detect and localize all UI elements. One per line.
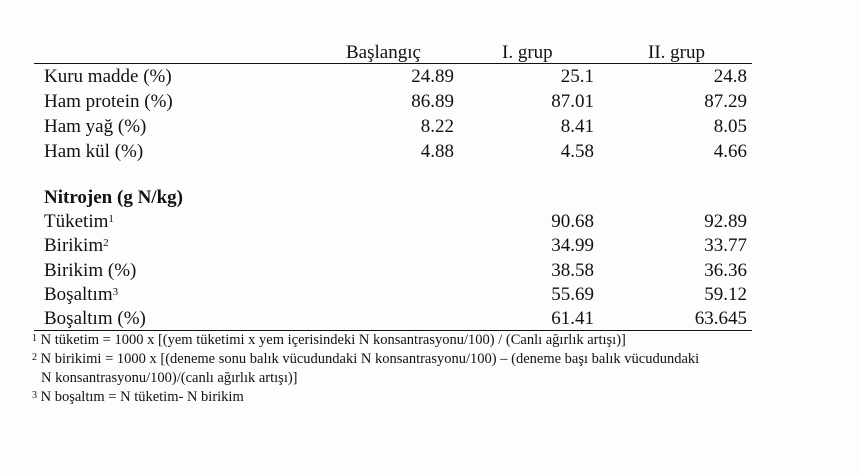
table-top-rule	[34, 63, 752, 64]
column-header-grup-1: I. grup	[502, 42, 553, 63]
cell-value: 34.99	[551, 235, 594, 256]
cell-value: 25.1	[560, 66, 594, 87]
footnote-2-continuation: N konsantrasyonu/100)/(canlı ağırlık artışı)]	[41, 370, 298, 386]
cell-value: 38.58	[551, 260, 594, 281]
row-label: Kuru madde (%)	[44, 66, 172, 87]
cell-value: 55.69	[551, 284, 594, 305]
cell-value: 86.89	[411, 91, 454, 112]
cell-value: 8.05	[713, 116, 747, 137]
footnote-ref: 1	[108, 213, 114, 225]
row-label: Birikim (%)	[44, 260, 137, 281]
cell-value: 4.58	[560, 141, 594, 162]
row-label: Boşaltım$^3$	[44, 284, 119, 305]
cell-value: 63.645	[694, 308, 747, 329]
table-bottom-rule	[34, 330, 752, 331]
column-header-grup-2: II. grup	[648, 42, 705, 63]
cell-value: 24.89	[411, 66, 454, 87]
cell-value: 24.8	[713, 66, 747, 87]
section-title-nitrojen: Nitrojen (g N/kg)	[44, 187, 183, 208]
row-label: Ham protein (%)	[44, 91, 173, 112]
footnote-2: $^2$ N birikimi = 1000 x [(deneme sonu balık vücudundaki N konsantrasyonu/100) – (deneme başı balık vücudundaki	[32, 351, 700, 367]
row-label: Tüketim$^1$	[44, 211, 114, 232]
cell-value: 33.77	[704, 235, 747, 256]
cell-value: 36.36	[704, 260, 747, 281]
row-label: Ham yağ (%)	[44, 116, 147, 137]
row-label: Boşaltım (%)	[44, 308, 146, 329]
cell-value: 8.41	[560, 116, 594, 137]
footnote-ref: 3	[112, 286, 119, 298]
cell-value: 90.68	[551, 211, 594, 232]
footnote-3: $^3$ N boşaltım = N tüketim- N birikim	[32, 389, 244, 405]
cell-value: 4.88	[420, 141, 454, 162]
footnote-ref: 2	[103, 237, 109, 249]
cell-value: 87.01	[551, 91, 594, 112]
cell-value: 92.89	[704, 211, 747, 232]
row-label: Ham kül (%)	[44, 141, 144, 162]
footnote-1: $^1$ N tüketim = 1000 x [(yem tüketimi x yem içerisindeki N konsantrasyonu/100) / (Canlı ağırlık artışı)]	[32, 332, 626, 348]
cell-value: 59.12	[704, 284, 747, 305]
cell-value: 61.41	[551, 308, 594, 329]
row-label: Birikim$^2$	[44, 235, 109, 256]
cell-value: 8.22	[420, 116, 454, 137]
cell-value: 87.29	[704, 91, 747, 112]
column-header-baslangic: Başlangıç	[346, 42, 421, 63]
cell-value: 4.66	[713, 141, 747, 162]
